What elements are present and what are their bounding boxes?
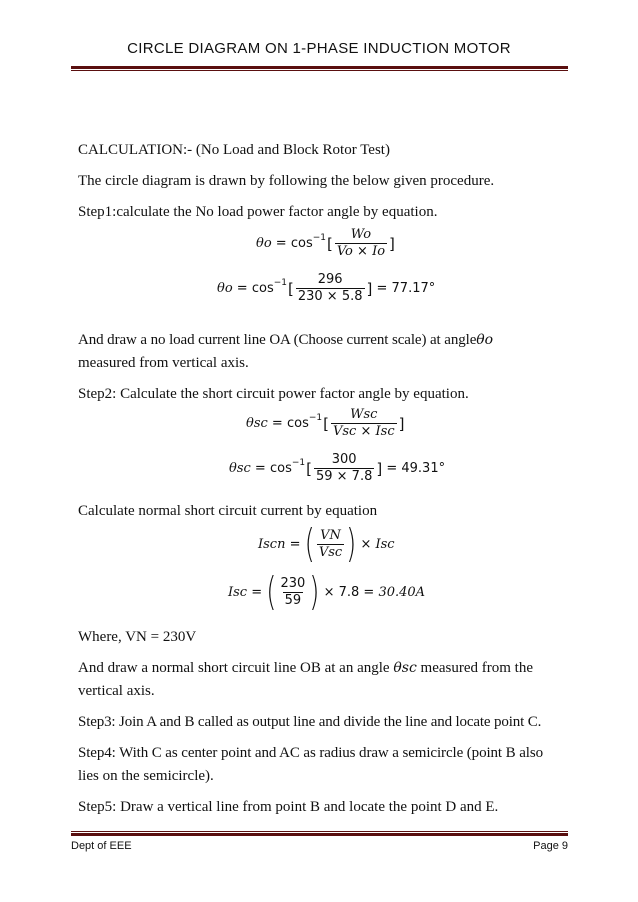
eq3-equals: = <box>271 416 283 431</box>
footer-rule-thick <box>71 833 568 836</box>
eq1-inverse: −1 <box>312 232 326 243</box>
eq3-times: × <box>360 424 372 439</box>
draw-sc-line-text-a: And draw a normal short circuit line OB at an angle <box>78 660 394 676</box>
eq1-numerator: Wo <box>350 227 372 242</box>
equation-sc-angle-formula <box>246 408 404 439</box>
draw-sc-line-paragraph-1 <box>78 660 533 677</box>
eq4-numerator: 300 <box>331 452 357 467</box>
eq3-fraction <box>331 408 397 439</box>
eq6-equals: = <box>251 585 263 600</box>
step1-paragraph: Step1:calculate the No load power factor angle by equation. <box>78 204 438 220</box>
eq4-lhs: θsc <box>229 461 251 476</box>
eq4-left-bracket: [ <box>306 459 312 478</box>
eq5-denominator: Vsc <box>318 545 343 560</box>
eq1-lhs: θo <box>256 236 272 251</box>
eq6-right-paren: ) <box>309 570 320 615</box>
eq3-lhs: θsc <box>246 416 268 431</box>
header-rule-thick <box>71 66 568 69</box>
step4-paragraph-1: Step4: With C as center point and AC as radius draw a semicircle (point B also <box>78 745 543 761</box>
noload-angle-symbol: θo <box>476 332 493 348</box>
intro-paragraph: The circle diagram is drawn by following the below given procedure. <box>78 173 495 189</box>
eq2-denominator: 230 × 5.8 <box>297 289 363 304</box>
eq4-right-bracket: ] <box>376 459 383 478</box>
step5-paragraph: Step5: Draw a vertical line from point B and locate the point D and E. <box>78 799 499 815</box>
eq5-rhs: Isc <box>375 537 395 552</box>
draw-sc-line-paragraph-2: vertical axis. <box>78 683 155 699</box>
eq3-numerator: Wsc <box>350 407 378 422</box>
eq2-result: = 77.17° <box>376 281 436 296</box>
eq5-numerator: VN <box>320 528 341 543</box>
eq1-den-a: Vo <box>336 244 353 259</box>
eq5-lhs: Iscn <box>258 537 286 552</box>
equation-noload-angle-value <box>217 273 435 304</box>
eq3-right-bracket: ] <box>398 414 405 433</box>
eq5-right-paren: ) <box>346 522 357 567</box>
eq2-fraction <box>296 273 365 304</box>
eq2-numerator: 296 <box>317 272 343 287</box>
eq2-lhs: θo <box>217 281 233 296</box>
footer-rule-thin <box>71 831 568 832</box>
eq3-inverse: −1 <box>308 412 323 423</box>
eq6-numerator: 230 <box>280 576 306 591</box>
eq6-left-paren: ( <box>266 570 277 615</box>
eq3-den-b: Isc <box>375 424 395 439</box>
sc-angle-symbol: θsc <box>393 660 417 676</box>
equation-normal-sc-current <box>258 522 395 567</box>
noload-line-text: And draw a no load current line OA (Choose current scale) at angle <box>78 332 477 348</box>
eq4-cos: cos <box>269 461 292 476</box>
step4-paragraph-2: lies on the semicircle). <box>78 768 214 784</box>
eq1-right-bracket: ] <box>389 234 395 253</box>
page-header-title: CIRCLE DIAGRAM ON 1-PHASE INDUCTION MOTOR <box>127 40 511 57</box>
eq1-fraction <box>335 228 387 259</box>
draw-sc-line-text-b: measured from the <box>416 660 534 676</box>
eq1-left-bracket: [ <box>327 234 333 253</box>
eq5-times: × <box>360 537 372 552</box>
eq1-cos: cos <box>290 236 313 251</box>
eq6-lhs: Isc <box>228 585 248 600</box>
noload-line-paragraph-1 <box>78 332 493 349</box>
footer-page-number: Page 9 <box>533 840 568 852</box>
eq5-equals: = <box>289 537 301 552</box>
eq5-fraction <box>317 529 344 560</box>
eq2-right-bracket: ] <box>366 279 373 298</box>
eq1-equals: = <box>275 236 287 251</box>
eq2-cos: cos <box>251 281 274 296</box>
where-paragraph: Where, VN = 230V <box>78 629 197 645</box>
eq2-left-bracket: [ <box>288 279 294 298</box>
eq2-inverse: −1 <box>273 277 287 288</box>
header-rule-thin <box>71 70 568 71</box>
equation-isc-value <box>228 570 426 615</box>
equation-noload-angle-formula <box>256 228 395 259</box>
noload-line-paragraph-2: measured from vertical axis. <box>78 355 249 371</box>
eq4-fraction <box>314 453 374 484</box>
footer-department: Dept of EEE <box>71 840 132 852</box>
eq1-den-b: Io <box>372 244 386 259</box>
eq6-denominator: 59 <box>284 593 302 608</box>
eq6-middle: × 7.8 = <box>323 585 375 600</box>
eq5-left-paren: ( <box>304 522 315 567</box>
eq3-cos: cos <box>286 416 309 431</box>
eq2-equals: = <box>236 281 248 296</box>
step3-paragraph: Step3: Join A and B called as output line and divide the line and locate point C. <box>78 714 542 730</box>
eq3-den-a: Vsc <box>332 424 357 439</box>
eq4-equals: = <box>254 461 266 476</box>
calculation-heading: CALCULATION:- (No Load and Block Rotor Test) <box>78 142 390 158</box>
eq6-fraction <box>278 577 307 608</box>
eq4-result: = 49.31° <box>386 461 446 476</box>
eq6-result: 30.40A <box>378 585 426 600</box>
step2-paragraph: Step2: Calculate the short circuit power factor angle by equation. <box>78 386 469 402</box>
calc-normal-paragraph: Calculate normal short circuit current by equation <box>78 503 378 519</box>
equation-sc-angle-value <box>229 453 445 484</box>
eq3-left-bracket: [ <box>323 414 329 433</box>
eq1-times: × <box>357 244 368 259</box>
eq4-inverse: −1 <box>291 457 306 468</box>
eq4-denominator: 59 × 7.8 <box>315 469 373 484</box>
